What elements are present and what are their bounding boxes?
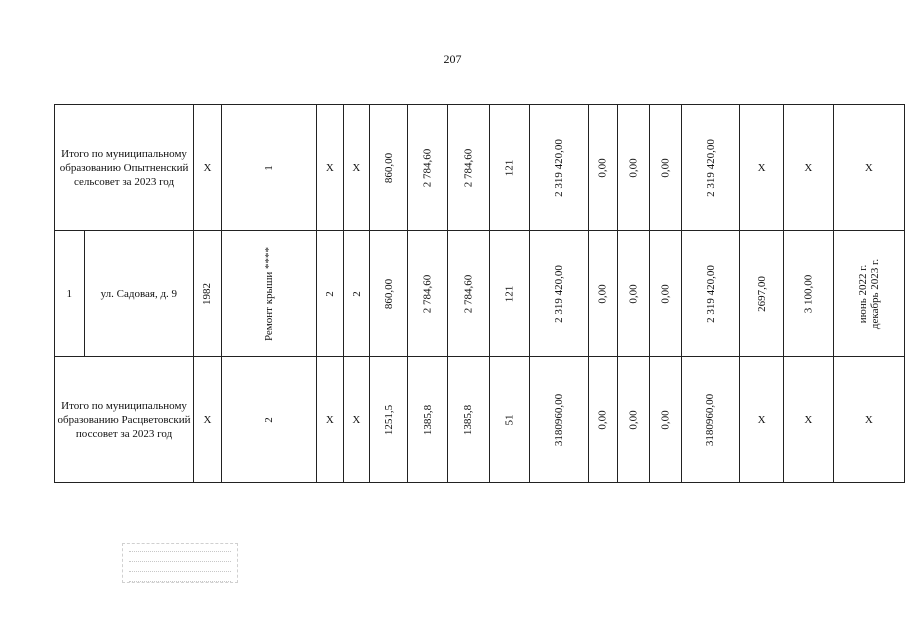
- cell-work-type: Ремонт крыши ****: [221, 231, 316, 357]
- cell-c15: Х: [740, 357, 784, 483]
- cell-c13: 0,00: [650, 357, 681, 483]
- cell-c12: 0,00: [618, 357, 650, 483]
- cell-c15: 2697,00: [740, 231, 784, 357]
- cell-c13: 0,00: [650, 231, 681, 357]
- cell-c14: 3180960,00: [681, 357, 740, 483]
- cell-c6: 860,00: [370, 105, 408, 231]
- faded-stamp: [122, 543, 238, 583]
- period-start: июнь 2022 г.: [856, 264, 869, 323]
- cell-c6: 860,00: [370, 231, 408, 357]
- cell-c10: 2 319 420,00: [530, 231, 589, 357]
- cell-c14: 2 319 420,00: [681, 105, 740, 231]
- cell-c16: 3 100,00: [783, 231, 833, 357]
- report-table: [54, 104, 905, 483]
- cell-c15: Х: [740, 105, 784, 231]
- cell-c10: 3180960,00: [530, 357, 589, 483]
- cell-c11: 0,00: [588, 357, 617, 483]
- cell-c4: Х: [316, 105, 343, 231]
- cell-c11: 0,00: [588, 231, 617, 357]
- cell-work-type: 1: [221, 105, 316, 231]
- table-row-total-opytnensky: [55, 105, 905, 231]
- cell-c16: Х: [783, 357, 833, 483]
- cell-c4: 2: [316, 231, 343, 357]
- table-row-house: [55, 231, 905, 357]
- cell-c8: 2 784,60: [447, 231, 489, 357]
- cell-c17: Х: [833, 357, 904, 483]
- cell-num: 1: [55, 231, 85, 357]
- cell-c12: 0,00: [618, 105, 650, 231]
- cell-c5: Х: [343, 105, 369, 231]
- cell-c10: 2 319 420,00: [530, 105, 589, 231]
- cell-year: Х: [194, 105, 222, 231]
- cell-work-type: 2: [221, 357, 316, 483]
- cell-c8: 1385,8: [447, 357, 489, 483]
- cell-c17: Х: [833, 105, 904, 231]
- cell-c11: 0,00: [588, 105, 617, 231]
- row-label: Итого по муниципальному образованию Расцветовский поссовет за 2023 год: [55, 357, 194, 483]
- cell-c8: 2 784,60: [447, 105, 489, 231]
- cell-c17: [833, 231, 904, 357]
- cell-c16: Х: [783, 105, 833, 231]
- cell-year: Х: [194, 357, 222, 483]
- cell-year: 1982: [194, 231, 222, 357]
- cell-c13: 0,00: [650, 105, 681, 231]
- cell-c12: 0,00: [618, 231, 650, 357]
- cell-c5: 2: [343, 231, 369, 357]
- cell-c4: Х: [316, 357, 343, 483]
- cell-c7: 2 784,60: [408, 231, 448, 357]
- cell-c17-period: [857, 258, 881, 328]
- cell-c6: 1251,5: [370, 357, 408, 483]
- page-number: 207: [443, 52, 462, 66]
- cell-c9: 121: [490, 231, 530, 357]
- table-row-total-rastsvetovsky: [55, 357, 905, 483]
- cell-c7: 2 784,60: [408, 105, 448, 231]
- row-label: Итого по муниципальному образованию Опытненский сельсовет за 2023 год: [55, 105, 194, 231]
- cell-address: ул. Садовая, д. 9: [84, 231, 193, 357]
- cell-c14: 2 319 420,00: [681, 231, 740, 357]
- cell-c5: Х: [343, 357, 369, 483]
- cell-c7: 1385,8: [408, 357, 448, 483]
- cell-c9: 121: [490, 105, 530, 231]
- cell-c9: 51: [490, 357, 530, 483]
- period-end: декабрь 2023 г.: [868, 258, 881, 329]
